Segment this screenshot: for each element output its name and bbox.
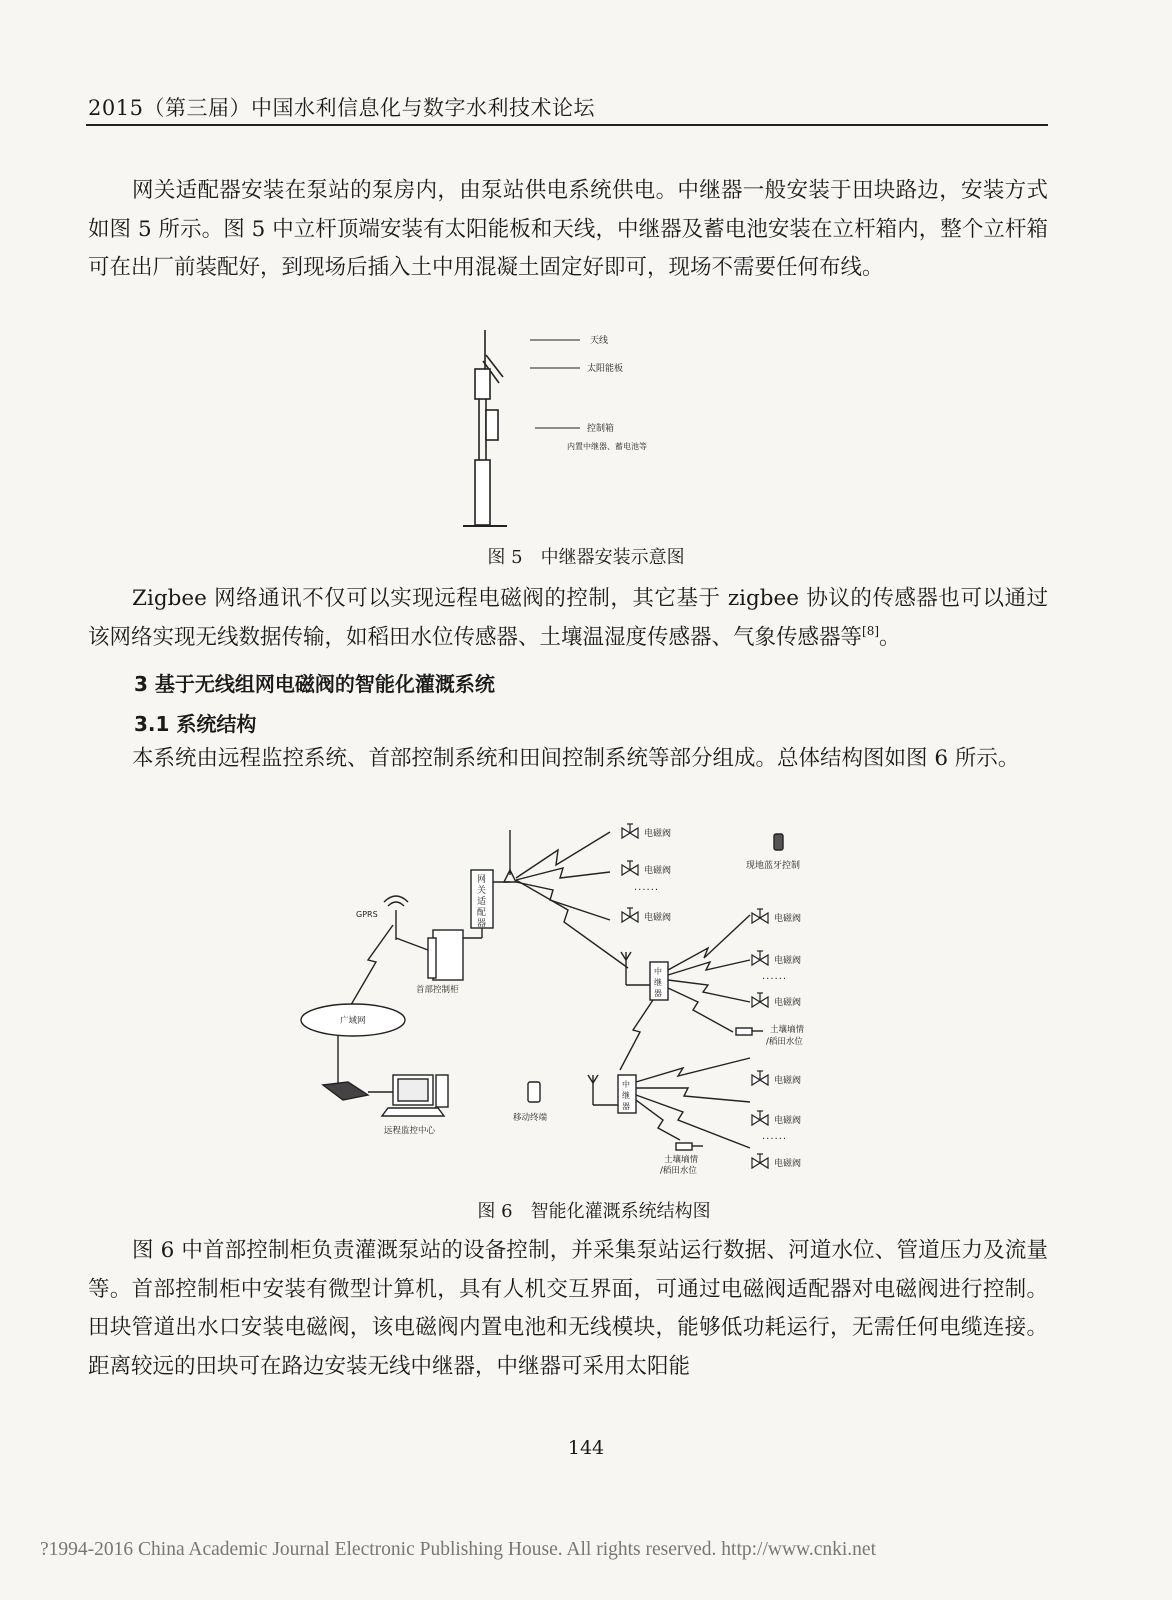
figure-5 [455, 325, 715, 535]
valve-label-b3: 电磁阀 [774, 998, 802, 1008]
figure-6 [288, 820, 848, 1180]
relay1-char-3: 器 [654, 989, 662, 998]
section-3-heading: 3 基于无线组网电磁阀的智能化灌溉系统 [134, 672, 495, 696]
gateway-char-2: 关 [477, 886, 487, 896]
paragraph-1: 网关适配器安装在泵站的泵房内，由泵站供电系统供电。中继器一般安装于田块路边，安装方式如图 5 所示。图 5 中立杆顶端安装有太阳能板和天线，中继器及蓄电池安装在立杆箱内，整个立杆箱可在出厂前装配好，到现场后插入土中用混凝土固定好即可，现场不需要任何布线。 [88, 178, 1048, 280]
page-header: 2015（第三届）中国水利信息化与数字水利技术论坛 [88, 96, 595, 120]
paragraph-4: 图 6 中首部控制柜负责灌溉泵站的设备控制，并采集泵站运行数据、河道水位、管道压力及流量等。首部控制柜中安装有微型计算机，具有人机交互界面，可通过电磁阀适配器对电磁阀进行控制。田块管道出水口安装电磁阀，该电磁阀内置电池和无线模块，能够低功耗运行，无需任何电缆连接。距离较远的田块可在路边安装无线中继器，中继器可采用太阳能 [88, 1238, 1048, 1379]
figure-5-caption: 图 5 中继器安装示意图 [487, 547, 685, 568]
paragraph-2-text: Zigbee 网络通讯不仅可以实现远程电磁阀的控制，其它基于 zigbee 协议的传感器也可以通过该网络实现无线数据传输，如稻田水位传感器、土壤温湿度传感器、气象传感器等 [88, 586, 1048, 650]
valve-label-a3: 电磁阀 [644, 913, 672, 923]
valve-label-c2: 电磁阀 [774, 1116, 802, 1126]
soil-label-1-line2: /稻田水位 [766, 1037, 803, 1047]
paragraph-3: 本系统由远程监控系统、首部控制系统和田间控制系统等部分组成。总体结构图如图 6 所示。 [132, 746, 1020, 771]
mobile-terminal-label: 移动终端 [513, 1113, 548, 1123]
valve-label-c1: 电磁阀 [774, 1076, 802, 1086]
paragraph-2-end: 。 [879, 624, 901, 650]
fig5-label-antenna: 天线 [590, 336, 609, 346]
copyright-footer: ?1994-2016 China Academic Journal Electronic Publishing House. All rights reserved. http://www.cnki.net [40, 1539, 876, 1560]
gateway-char-1: 网 [477, 875, 487, 885]
valve-dots-c: ······ [762, 1134, 788, 1145]
page-number: 144 [567, 1437, 605, 1459]
relay2-char-2: 继 [622, 1091, 630, 1100]
header-rule [86, 124, 1048, 126]
valve-dots-b: ······ [762, 974, 788, 985]
soil-label-2-line2: /稻田水位 [660, 1166, 697, 1176]
figure-6-drawing [288, 820, 848, 1180]
gateway-char-5: 器 [477, 919, 487, 929]
relay2-char-1: 中 [622, 1080, 630, 1089]
valve-dots-a: ······ [634, 885, 660, 896]
gprs-label: GPRS [356, 910, 378, 919]
relay1-char-2: 继 [654, 978, 662, 987]
valve-label-b1: 电磁阀 [774, 914, 802, 924]
gateway-char-4: 配 [477, 908, 487, 918]
relay2-char-3: 器 [622, 1102, 630, 1111]
figure-5-drawing [455, 325, 715, 535]
valve-label-b2: 电磁阀 [774, 956, 802, 966]
citation-8: [8] [862, 623, 880, 638]
valve-label-a1: 电磁阀 [644, 829, 672, 839]
section-3-1-heading: 3.1 系统结构 [134, 712, 257, 736]
valve-label-a2: 电磁阀 [644, 866, 672, 876]
head-cabinet-label: 首部控制柜 [416, 985, 459, 995]
relay1-char-1: 中 [654, 967, 662, 976]
fig5-label-solar: 太阳能板 [587, 364, 624, 374]
figure-6-caption: 图 6 智能化灌溉系统结构图 [477, 1201, 711, 1222]
wan-label: 广域网 [340, 1016, 366, 1026]
gateway-char-3: 适 [477, 897, 487, 907]
fig5-label-box: 控制箱 [587, 424, 615, 434]
fig5-label-box-note: 内置中继器、蓄电池等 [567, 442, 647, 451]
bluetooth-label: 现地蓝牙控制 [746, 861, 801, 871]
soil-label-2-line1: 土壤墒情 [664, 1155, 699, 1165]
remote-center-label: 远程监控中心 [384, 1126, 436, 1136]
paragraph-2 [88, 580, 1048, 657]
soil-label-1-line1: 土壤墒情 [770, 1025, 805, 1035]
valve-label-c3: 电磁阀 [774, 1159, 802, 1169]
